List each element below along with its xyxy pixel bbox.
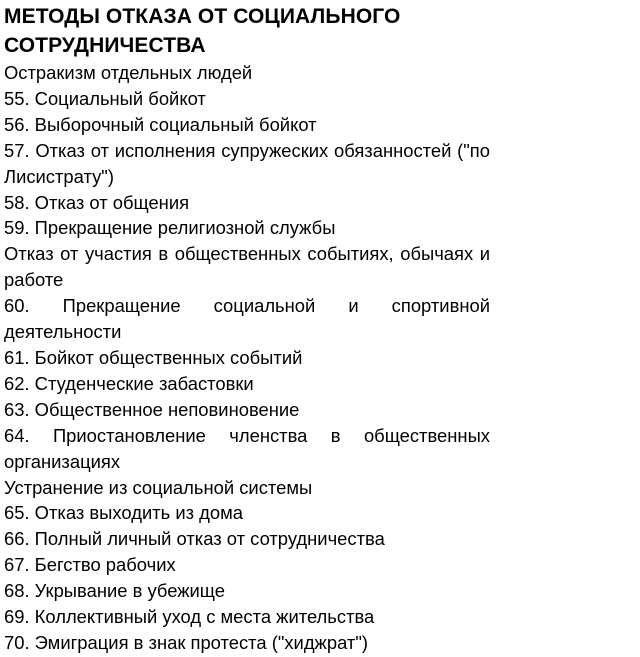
list-item: 59. Прекращение религиозной службы <box>4 217 336 239</box>
list-item: 64. Приостановление членства в общественных организациях <box>4 424 490 472</box>
title-line-2: СОТРУДНИЧЕСТВА <box>4 34 206 57</box>
list-item: 65. Отказ выходить из дома <box>4 502 243 524</box>
document <box>4 2 490 656</box>
list-item: 68. Укрывание в убежище <box>4 580 225 602</box>
list-item: 58. Отказ от общения <box>4 191 190 213</box>
section-heading: Устранение из социальной системы <box>4 476 313 498</box>
list-item: 57. Отказ от исполнения супружеских обязанностей ("по Лисистрату") <box>4 139 490 187</box>
list-item: 55. Социальный бойкот <box>4 87 206 109</box>
list-item: 66. Полный личный отказ от сотрудничества <box>4 528 385 550</box>
section-heading: Остракизм отдельных людей <box>4 62 253 83</box>
list-item: 67. Бегство рабочих <box>4 554 176 576</box>
list-item: 70. Эмиграция в знак протеста ("хиджрат") <box>4 631 368 653</box>
list-item: 61. Бойкот общественных событий <box>4 346 303 368</box>
list-item: 62. Студенческие забастовки <box>4 372 254 394</box>
list-item: 56. Выборочный социальный бойкот <box>4 113 317 135</box>
method-list <box>4 60 490 656</box>
title-line-1: МЕТОДЫ ОТКАЗА ОТ СОЦИАЛЬНОГО <box>4 5 401 28</box>
list-item: 63. Общественное неповиновение <box>4 398 300 420</box>
document-title <box>4 2 490 60</box>
list-item: 60. Прекращение социальной и спортивной деятельности <box>4 295 490 343</box>
list-item: 69. Коллективный уход с места жительства <box>4 606 375 628</box>
section-heading: Отказ от участия в общественных событиях, обычаях и работе <box>4 243 490 291</box>
